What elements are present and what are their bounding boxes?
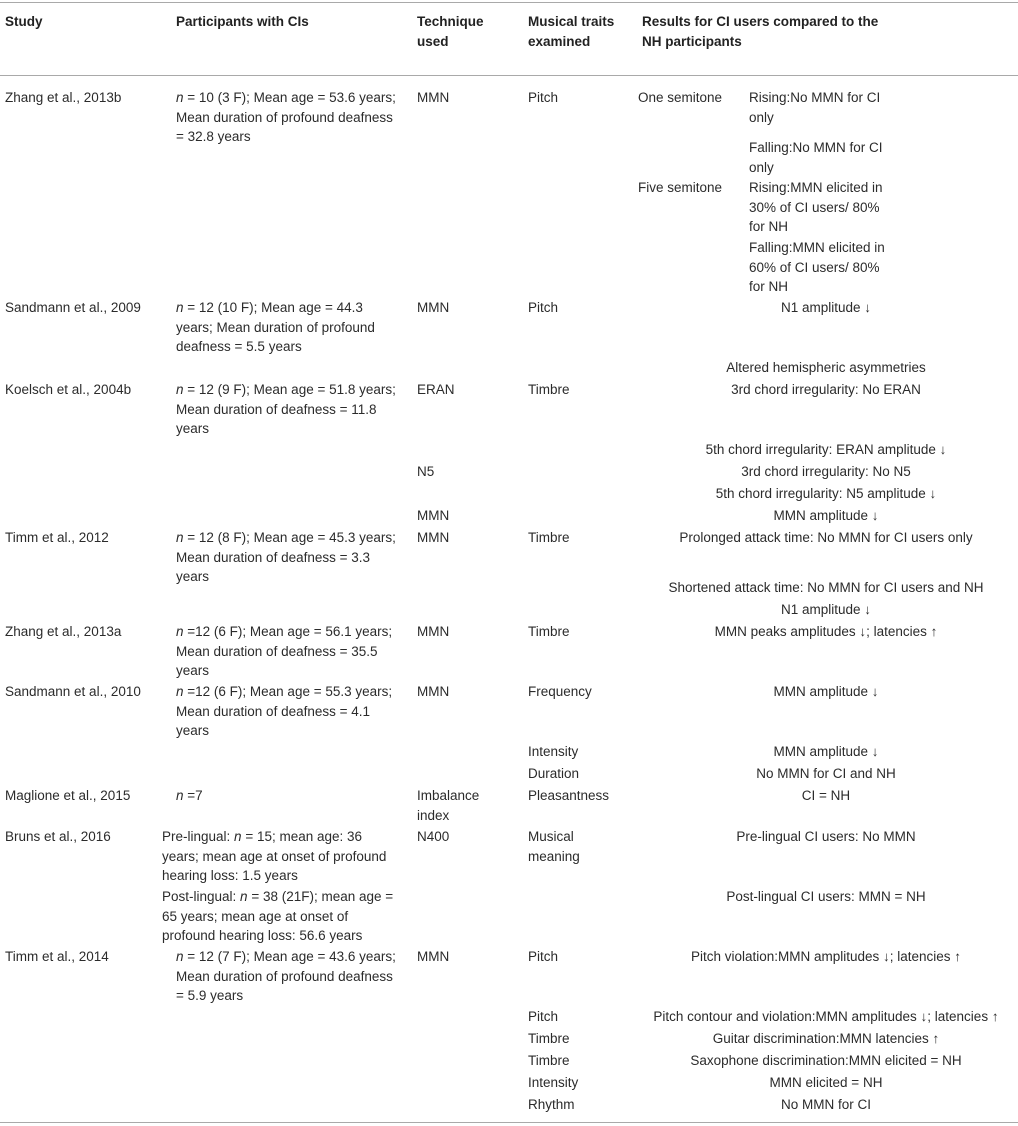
header-rule <box>0 75 1018 76</box>
n-symbol: n <box>176 684 184 699</box>
result-cell: No MMN for CI and NH <box>756 766 896 781</box>
trait-cell: Intensity <box>528 744 579 759</box>
n-symbol: n <box>234 829 242 844</box>
trait-cell: Rhythm <box>528 1097 575 1112</box>
trait-cell: Duration <box>528 766 580 781</box>
result-cell: Prolonged attack time: No MMN for CI users only <box>679 530 973 545</box>
result-cell: Rising:MMN elicited in 30% of CI users/ 80% for NH <box>749 180 883 234</box>
trait-cell: Timbre <box>528 624 570 639</box>
study-cell: Zhang et al., 2013b <box>5 90 122 105</box>
result-cell: Rising:No MMN for CI only <box>749 90 881 125</box>
trait-cell: Timbre <box>528 1031 570 1046</box>
result-cell: MMN amplitude ↓ <box>773 508 879 523</box>
trait-cell: Timbre <box>528 382 570 397</box>
study-cell: Timm et al., 2012 <box>5 530 109 545</box>
result-cell: Pitch violation:MMN amplitudes ↓; latencies ↑ <box>690 949 962 964</box>
result-cell: MMN elicited = NH <box>769 1075 883 1090</box>
result-cell: Falling:MMN elicited in 60% of CI users/ 80% for NH <box>749 240 885 294</box>
technique-cell: Imbalance index <box>417 788 480 823</box>
participants-text: = 12 (10 F); Mean age = 44.3 years; Mean duration of profound deafness = 5.5 years <box>176 300 375 354</box>
technique-cell: N400 <box>417 829 450 844</box>
result-cell: Saxophone discrimination:MMN elicited = NH <box>690 1053 962 1068</box>
result-cell: N1 amplitude ↓ <box>780 300 872 315</box>
trait-cell: Pleasantness <box>528 788 610 803</box>
result-cell: N1 amplitude ↓ <box>780 602 872 617</box>
result-cell: MMN amplitude ↓ <box>773 684 879 699</box>
result-cell: Altered hemispheric asymmetries <box>726 360 926 375</box>
participants-text: =12 (6 F); Mean age = 56.1 years; Mean duration of deafness = 35.5 years <box>176 624 393 678</box>
n-symbol: n <box>240 889 248 904</box>
study-cell: Sandmann et al., 2010 <box>5 684 141 699</box>
trait-cell: Pitch <box>528 1009 559 1024</box>
header-traits: Musical traits examined <box>528 14 615 49</box>
trait-cell: Pitch <box>528 949 559 964</box>
result-cell: Falling:No MMN for CI only <box>749 140 883 175</box>
n-symbol: n <box>176 300 184 315</box>
participants-text: Post-lingual: <box>162 889 241 904</box>
n-symbol: n <box>176 382 184 397</box>
result-cell: 5th chord irregularity: N5 amplitude ↓ <box>715 486 937 501</box>
technique-cell: MMN <box>417 684 450 699</box>
n-symbol: n <box>176 788 184 803</box>
study-cell: Sandmann et al., 2009 <box>5 300 141 315</box>
participants-cell <box>176 528 401 587</box>
participants-cell <box>176 88 401 147</box>
participants-text: = 15; mean age: 36 years; mean age at onset of profound hearing loss: 1.5 years <box>162 829 387 883</box>
trait-cell: Frequency <box>528 684 592 699</box>
n-symbol: n <box>176 949 184 964</box>
trait-cell: Timbre <box>528 1053 570 1068</box>
participants-cell <box>176 622 401 681</box>
trait-cell: Pitch <box>528 90 559 105</box>
participants-cell <box>162 827 402 886</box>
trait-cell: Musical meaning <box>528 829 580 864</box>
participants-cell <box>162 887 402 946</box>
result-cell: MMN peaks amplitudes ↓; latencies ↑ <box>714 624 938 639</box>
n-symbol: n <box>176 90 184 105</box>
technique-cell: MMN <box>417 624 450 639</box>
participants-text: = 10 (3 F); Mean age = 53.6 years; Mean duration of profound deafness = 32.8 years <box>176 90 396 144</box>
participants-text: = 12 (9 F); Mean age = 51.8 years; Mean duration of deafness = 11.8 years <box>176 382 396 436</box>
result-cell: Guitar discrimination:MMN latencies ↑ <box>712 1031 940 1046</box>
header-study: Study <box>5 14 43 29</box>
n-symbol: n <box>176 624 184 639</box>
participants-cell <box>176 682 401 741</box>
bottom-rule <box>0 1122 1018 1123</box>
subcondition-cell: Five semitone <box>638 180 723 195</box>
n-symbol: n <box>176 530 184 545</box>
technique-cell: ERAN <box>417 382 455 397</box>
top-rule <box>0 2 1018 3</box>
technique-cell: MMN <box>417 300 450 315</box>
participants-cell <box>176 380 401 439</box>
participants-text: = 12 (8 F); Mean age = 45.3 years; Mean duration of deafness = 3.3 years <box>176 530 396 584</box>
trait-cell: Pitch <box>528 300 559 315</box>
participants-cell <box>176 786 401 806</box>
header-participants: Participants with CIs <box>176 14 309 29</box>
technique-cell: MMN <box>417 508 450 523</box>
header-technique: Technique used <box>417 14 484 49</box>
participants-text: =12 (6 F); Mean age = 55.3 years; Mean duration of deafness = 4.1 years <box>176 684 393 738</box>
participants-text: = 38 (21F); mean age = 65 years; mean age at onset of profound hearing loss: 56.6 years <box>162 889 394 943</box>
participants-text: Pre-lingual: <box>162 829 235 844</box>
study-cell: Zhang et al., 2013a <box>5 624 122 639</box>
participants-cell <box>176 947 401 1006</box>
study-cell: Timm et al., 2014 <box>5 949 109 964</box>
result-cell: Post-lingual CI users: MMN = NH <box>726 889 926 904</box>
trait-cell: Intensity <box>528 1075 579 1090</box>
subcondition-cell: One semitone <box>638 90 723 105</box>
result-cell: Pre-lingual CI users: No MMN <box>736 829 916 844</box>
result-cell: MMN amplitude ↓ <box>773 744 879 759</box>
header-results: Results for CI users compared to the NH participants <box>642 14 879 49</box>
result-cell: Shortened attack time: No MMN for CI users and NH <box>668 580 984 595</box>
trait-cell: Timbre <box>528 530 570 545</box>
technique-cell: MMN <box>417 949 450 964</box>
result-cell: 3rd chord irregularity: No ERAN <box>731 382 921 397</box>
participants-cell <box>176 298 401 357</box>
technique-cell: MMN <box>417 90 450 105</box>
result-cell: CI = NH <box>801 788 851 803</box>
study-cell: Koelsch et al., 2004b <box>5 382 132 397</box>
study-cell: Bruns et al., 2016 <box>5 829 111 844</box>
technique-cell: N5 <box>417 464 435 479</box>
result-cell: 5th chord irregularity: ERAN amplitude ↓ <box>705 442 947 457</box>
technique-cell: MMN <box>417 530 450 545</box>
participants-text: =7 <box>183 788 203 803</box>
participants-text: = 12 (7 F); Mean age = 43.6 years; Mean duration of profound deafness = 5.9 years <box>176 949 396 1003</box>
result-cell: 3rd chord irregularity: No N5 <box>741 464 911 479</box>
result-cell: No MMN for CI <box>780 1097 871 1112</box>
result-cell: Pitch contour and violation:MMN amplitudes ↓; latencies ↑ <box>653 1009 999 1024</box>
study-cell: Maglione et al., 2015 <box>5 788 131 803</box>
